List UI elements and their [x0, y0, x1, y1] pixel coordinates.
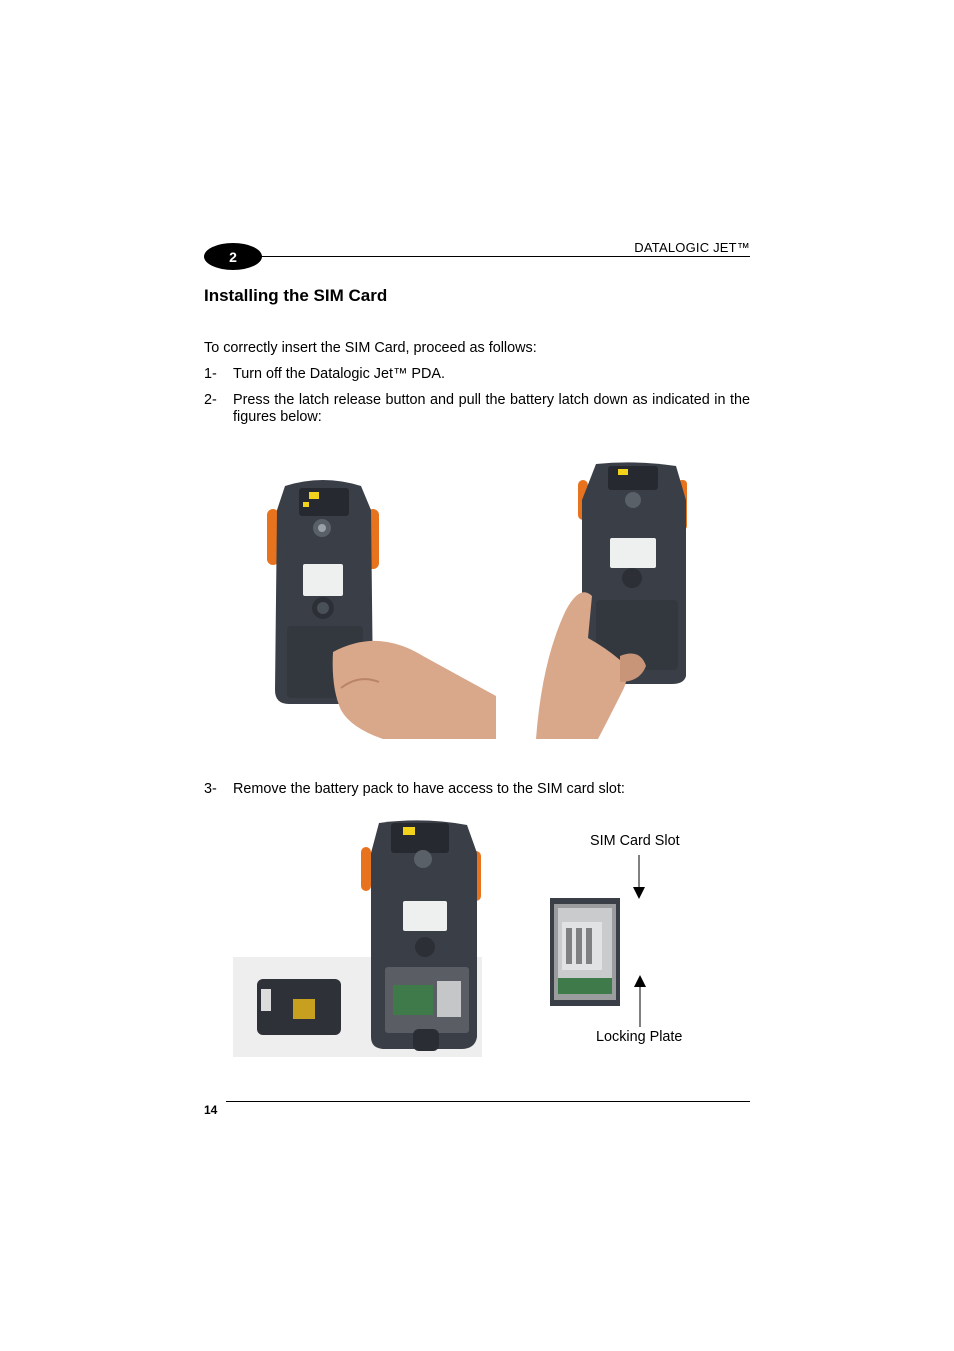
up-arrow-icon	[631, 973, 649, 1027]
photo-sim-slot-closeup	[550, 898, 620, 1006]
locking-plate-label: Locking Plate	[596, 1029, 683, 1045]
photo-battery-removed	[233, 817, 482, 1057]
step-3-text: Remove the battery pack to have access to the SIM card slot:	[233, 781, 625, 797]
step-3-number: 3-	[204, 781, 217, 797]
chapter-number: 2	[229, 248, 237, 265]
step-1-text: Turn off the Datalogic Jet™ PDA.	[233, 366, 445, 382]
header-title: DATALOGIC JET™	[634, 240, 750, 255]
header-rule	[258, 256, 750, 257]
page-number: 14	[204, 1103, 218, 1117]
footer-rule	[226, 1101, 750, 1102]
photo-latch-pull	[536, 460, 691, 739]
chapter-badge	[204, 243, 262, 270]
intro-paragraph: To correctly insert the SIM Card, proceed as follows:	[204, 340, 537, 356]
down-arrow-icon	[630, 855, 648, 901]
sim-card-slot-label: SIM Card Slot	[590, 833, 680, 849]
step-1-number: 1-	[204, 366, 217, 382]
photo-latch-press	[263, 460, 496, 739]
step-2-text: Press the latch release button and pull the battery latch down as indicated in the figures below:	[233, 392, 750, 425]
section-title: Installing the SIM Card	[204, 286, 388, 305]
step-2-number: 2-	[204, 392, 217, 408]
